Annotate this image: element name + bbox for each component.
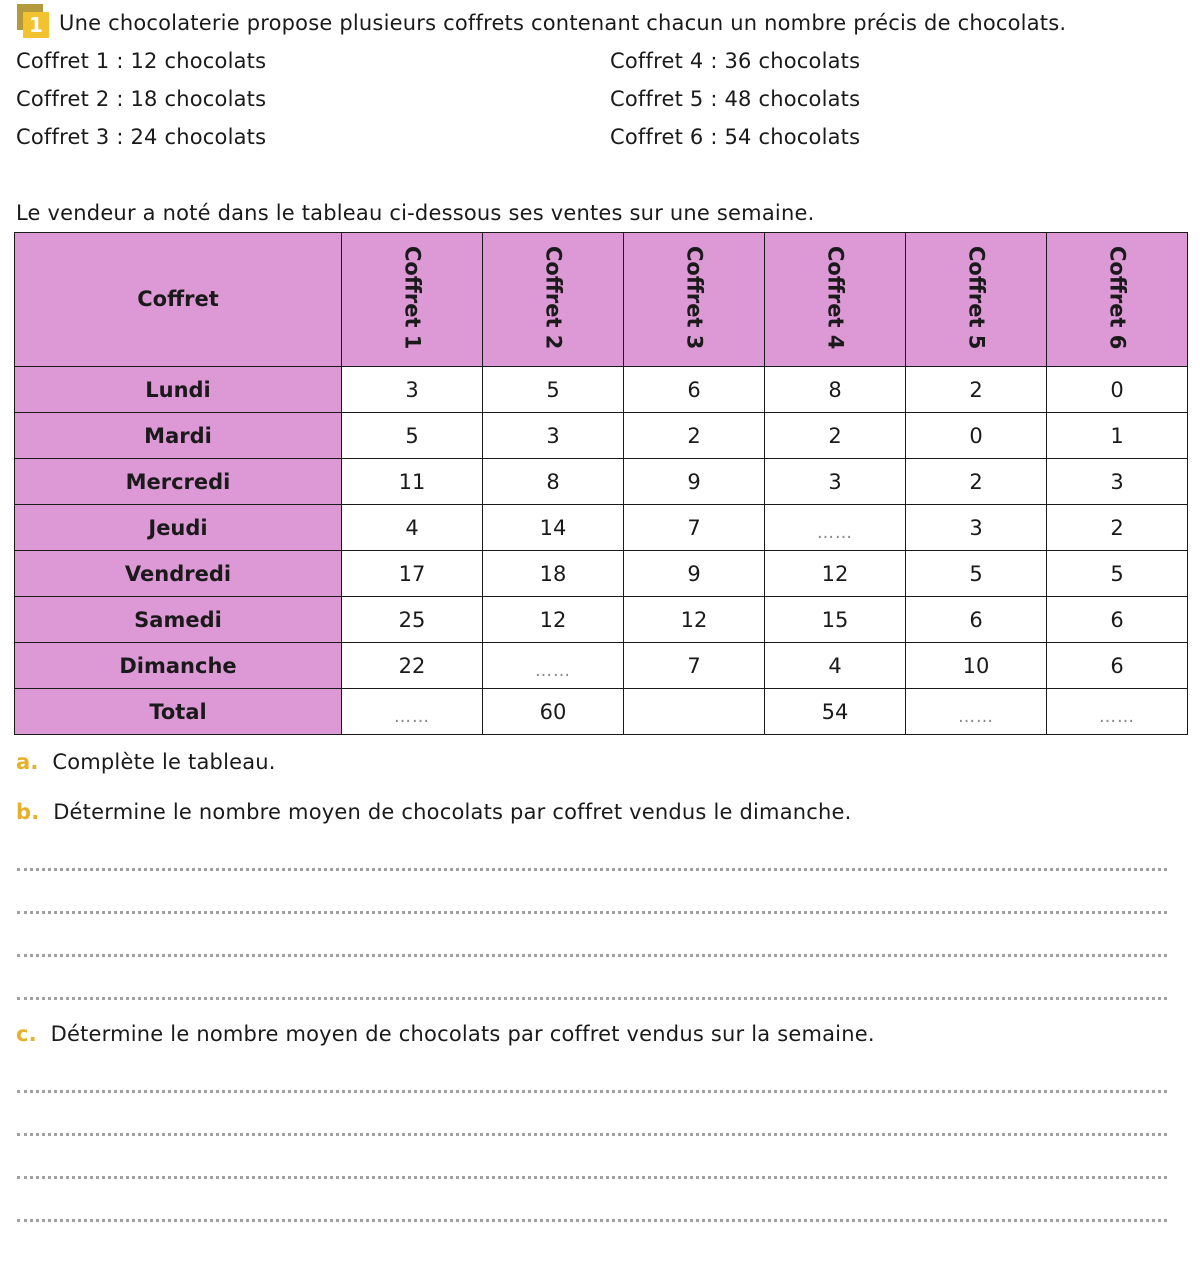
blank-placeholder: …… <box>535 660 571 681</box>
blank-placeholder: …… <box>958 706 994 727</box>
row-label: Mercredi <box>15 459 342 505</box>
table-cell <box>906 413 1047 459</box>
table-cell <box>765 597 906 643</box>
box-1-info: Coffret 1 : 12 chocolats <box>16 49 267 73</box>
table-row <box>15 505 1188 551</box>
table-cell <box>765 643 906 689</box>
box-3-info: Coffret 3 : 24 chocolats <box>16 125 267 149</box>
cell-value: 5 <box>546 377 560 402</box>
table-row <box>15 459 1188 505</box>
table-cell <box>765 551 906 597</box>
cell-value: 6 <box>1110 607 1124 632</box>
cell-value: 10 <box>962 653 990 678</box>
cell-value: 6 <box>1110 653 1124 678</box>
cell-value: 4 <box>828 653 842 678</box>
answer-line[interactable] <box>17 1219 1167 1222</box>
table-cell <box>1047 505 1188 551</box>
cell-value: 17 <box>398 561 426 586</box>
row-label: Vendredi <box>15 551 342 597</box>
cell-value: 18 <box>539 561 567 586</box>
table-row <box>15 689 1188 735</box>
table-cell <box>342 597 483 643</box>
row-label: Lundi <box>15 367 342 413</box>
answer-line[interactable] <box>17 1176 1167 1179</box>
cell-value: 8 <box>828 377 842 402</box>
answer-line[interactable] <box>17 1133 1167 1136</box>
cell-value: 12 <box>821 561 849 586</box>
table-intro: Le vendeur a noté dans le tableau ci-dessous ses ventes sur une semaine. <box>16 201 815 225</box>
table-cell <box>1047 413 1188 459</box>
table-row <box>15 367 1188 413</box>
cell-value: 12 <box>680 607 708 632</box>
table-cell[interactable] <box>765 505 906 551</box>
cell-value: 2 <box>969 469 983 494</box>
cell-value: 3 <box>546 423 560 448</box>
cell-value: 0 <box>969 423 983 448</box>
question-c: c. Détermine le nombre moyen de chocolats par coffret vendus sur la semaine. <box>16 1022 875 1046</box>
question-a: a. Complète le tableau. <box>16 750 276 774</box>
cell-value: 2 <box>1110 515 1124 540</box>
cell-value: 7 <box>687 515 701 540</box>
table-body <box>15 367 1188 735</box>
box-6-info: Coffret 6 : 54 chocolats <box>610 125 861 149</box>
table-cell <box>483 367 624 413</box>
table-cell <box>765 689 906 735</box>
table-cell <box>1047 597 1188 643</box>
row-label: Samedi <box>15 597 342 643</box>
table-cell <box>483 689 624 735</box>
question-b: b. Détermine le nombre moyen de chocolats par coffret vendus le dimanche. <box>16 800 852 824</box>
sales-table <box>14 232 1188 735</box>
cell-value: 2 <box>828 423 842 448</box>
corner-header: Coffret <box>15 233 342 367</box>
cell-value: 5 <box>405 423 419 448</box>
table-cell <box>765 459 906 505</box>
table-cell <box>906 459 1047 505</box>
cell-value: 11 <box>398 469 426 494</box>
cell-value: 9 <box>687 469 701 494</box>
table-row <box>15 597 1188 643</box>
table-cell[interactable] <box>483 643 624 689</box>
table-cell <box>906 551 1047 597</box>
table-cell <box>342 551 483 597</box>
cell-value: 14 <box>539 515 567 540</box>
row-label: Mardi <box>15 413 342 459</box>
table-cell[interactable] <box>1047 689 1188 735</box>
table-cell <box>906 643 1047 689</box>
table-cell <box>624 459 765 505</box>
cell-value: 2 <box>969 377 983 402</box>
answer-line[interactable] <box>17 954 1167 957</box>
table-cell[interactable] <box>342 689 483 735</box>
table-cell <box>342 505 483 551</box>
cell-value: 6 <box>687 377 701 402</box>
box-2-info: Coffret 2 : 18 chocolats <box>16 87 267 111</box>
cell-value: 5 <box>969 561 983 586</box>
column-header: Coffret 4 <box>765 233 906 367</box>
table-cell <box>483 413 624 459</box>
table-cell <box>483 551 624 597</box>
answer-line[interactable] <box>17 997 1167 1000</box>
cell-value: 15 <box>821 607 849 632</box>
column-header: Coffret 6 <box>1047 233 1188 367</box>
table-cell <box>765 367 906 413</box>
table-cell <box>342 459 483 505</box>
cell-value: 25 <box>398 607 426 632</box>
cell-value: 12 <box>539 607 567 632</box>
table-cell <box>342 367 483 413</box>
table-cell[interactable] <box>906 689 1047 735</box>
table-cell <box>1047 459 1188 505</box>
cell-value: 22 <box>398 653 426 678</box>
table-cell <box>1047 551 1188 597</box>
blank-placeholder: …… <box>394 706 430 727</box>
cell-value: 3 <box>405 377 419 402</box>
blank-placeholder: …… <box>817 522 853 543</box>
table-row <box>15 413 1188 459</box>
box-5-info: Coffret 5 : 48 chocolats <box>610 87 861 111</box>
row-label: Jeudi <box>15 505 342 551</box>
answer-line[interactable] <box>17 1090 1167 1093</box>
cell-value: 3 <box>1110 469 1124 494</box>
cell-value: 9 <box>687 561 701 586</box>
cell-value: 8 <box>546 469 560 494</box>
table-cell <box>1047 367 1188 413</box>
table-cell[interactable] <box>624 689 765 735</box>
table-cell <box>624 367 765 413</box>
table-cell <box>906 505 1047 551</box>
cell-value: 1 <box>1110 423 1124 448</box>
table-cell <box>765 413 906 459</box>
cell-value: 2 <box>687 423 701 448</box>
table-cell <box>483 459 624 505</box>
table-row <box>15 643 1188 689</box>
row-label: Total <box>15 689 342 735</box>
table-cell <box>342 643 483 689</box>
cell-value: 0 <box>1110 377 1124 402</box>
table-cell <box>483 505 624 551</box>
column-header: Coffret 3 <box>624 233 765 367</box>
table-cell <box>624 643 765 689</box>
table-cell <box>483 597 624 643</box>
table-row <box>15 551 1188 597</box>
blank-placeholder: …… <box>1099 706 1135 727</box>
cell-value: 3 <box>828 469 842 494</box>
cell-value: 60 <box>539 699 567 724</box>
exercise-number-badge: 1 <box>17 4 49 37</box>
column-header: Coffret 5 <box>906 233 1047 367</box>
row-label: Dimanche <box>15 643 342 689</box>
table-cell <box>342 413 483 459</box>
cell-value: 6 <box>969 607 983 632</box>
cell-value: 3 <box>969 515 983 540</box>
cell-value: 5 <box>1110 561 1124 586</box>
table-cell <box>624 597 765 643</box>
table-cell <box>624 551 765 597</box>
table-cell <box>906 597 1047 643</box>
table-header-row <box>15 233 1188 367</box>
column-header: Coffret 2 <box>483 233 624 367</box>
answer-line[interactable] <box>17 911 1167 914</box>
answer-line[interactable] <box>17 868 1167 871</box>
cell-value: 4 <box>405 515 419 540</box>
cell-value: 54 <box>821 699 849 724</box>
cell-value: 7 <box>687 653 701 678</box>
table-cell <box>906 367 1047 413</box>
table-cell <box>1047 643 1188 689</box>
table-cell <box>624 413 765 459</box>
column-header: Coffret 1 <box>342 233 483 367</box>
exercise-intro: Une chocolaterie propose plusieurs coffrets contenant chacun un nombre précis de chocolats. <box>59 11 1067 35</box>
box-4-info: Coffret 4 : 36 chocolats <box>610 49 861 73</box>
table-cell <box>624 505 765 551</box>
